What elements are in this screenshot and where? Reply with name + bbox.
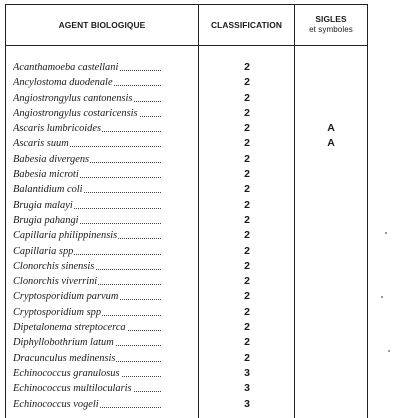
agent-name: Capillaria philippinensis (13, 230, 118, 242)
classification-cell: 2 (244, 336, 250, 349)
agent-cell (13, 336, 161, 349)
table-row (0, 244, 400, 259)
scan-speck (388, 350, 390, 352)
agent-cell (13, 214, 161, 227)
table-row (0, 121, 400, 136)
agent-name: Clonorchis viverrini (13, 276, 98, 288)
classification-cell: 2 (244, 152, 250, 165)
agent-name: Dipetalonema streptocerca (13, 322, 126, 334)
agent-name: Echinococcus multilocularis (13, 383, 132, 395)
table-row (0, 167, 400, 182)
agent-name: Echinococcus vogeli (13, 398, 99, 410)
agent-cell (13, 321, 161, 334)
agent-cell (13, 352, 161, 365)
agent-cell (13, 76, 161, 89)
classification-cell: 2 (244, 259, 250, 272)
agent-cell (13, 168, 161, 181)
classification-cell: 2 (244, 106, 250, 119)
scan-speck (385, 232, 387, 234)
classification-cell: 2 (244, 244, 250, 257)
agent-cell (13, 92, 161, 105)
table-row (0, 213, 400, 228)
header-sigles-title: SIGLES (315, 14, 347, 24)
classification-cell: 2 (244, 122, 250, 135)
classification-cell: 2 (244, 351, 250, 364)
agent-name: Brugia malayi (13, 199, 73, 211)
classification-cell: 3 (244, 366, 250, 379)
classification-cell: 2 (244, 229, 250, 242)
header-agent: AGENT BIOLOGIQUE (58, 20, 146, 30)
header-sigles-subtitle: et symboles (309, 25, 353, 34)
agent-name: Balantidium coli (13, 184, 83, 196)
classification-cell: 2 (244, 137, 250, 150)
table-row (0, 228, 400, 243)
header-sigles (295, 14, 367, 34)
table-row (0, 136, 400, 151)
table-row (0, 289, 400, 304)
classification-cell: 2 (244, 198, 250, 211)
agent-cell (13, 61, 161, 74)
agent-cell (13, 153, 161, 166)
agent-name: Babesia microti (13, 169, 79, 181)
table-row (0, 366, 400, 381)
table-row (0, 106, 400, 121)
agent-cell (13, 245, 161, 258)
scan-speck (381, 296, 383, 298)
agent-name: Clonorchis sinensis (13, 260, 95, 272)
table-row (0, 75, 400, 90)
classification-cell: 3 (244, 397, 250, 410)
classification-cell: 2 (244, 76, 250, 89)
agent-cell (13, 199, 161, 212)
sigle-cell: A (327, 122, 335, 135)
agent-name: Babesia divergens (13, 153, 90, 165)
table-body (0, 60, 400, 412)
agent-cell (13, 122, 161, 135)
table-row (0, 351, 400, 366)
classification-cell: 2 (244, 183, 250, 196)
table-row (0, 397, 400, 412)
agent-name: Acanthamoeba castellani (13, 62, 119, 73)
agent-name: Capillaria spp (13, 245, 74, 257)
agent-cell (13, 229, 161, 242)
agent-cell (13, 183, 161, 196)
classification-cell: 2 (244, 290, 250, 303)
table-row (0, 152, 400, 167)
agent-name: Angiostrongylus costaricensis (13, 107, 138, 119)
classification-cell: 2 (244, 275, 250, 288)
agent-name: Brugia pahangi (13, 214, 79, 226)
header-bottom-rule (5, 45, 368, 46)
table-row (0, 182, 400, 197)
agent-name: Cryptosporidium spp (13, 306, 102, 318)
classification-cell: 2 (244, 213, 250, 226)
header-classification: CLASSIFICATION (210, 20, 283, 30)
agent-cell (13, 306, 161, 319)
table-row (0, 274, 400, 289)
table-row (0, 198, 400, 213)
agent-name: Ancylostoma duodenale (13, 77, 113, 89)
agent-cell (13, 367, 161, 380)
table-top-rule (5, 4, 368, 5)
agent-cell (13, 290, 161, 303)
agent-cell (13, 382, 161, 395)
agent-cell (13, 275, 161, 288)
agent-name: Angiostrongylus cantonensis (13, 92, 133, 104)
table-row (0, 91, 400, 106)
agent-name: Ascaris suum (13, 138, 69, 150)
agent-name: Cryptosporidium parvum (13, 291, 119, 303)
table-row (0, 60, 400, 75)
agent-name: Dracunculus medinensis (13, 352, 116, 364)
table-row (0, 320, 400, 335)
classification-cell: 2 (244, 168, 250, 181)
agent-name: Diphyllobothrium latum (13, 337, 114, 349)
agent-name: Echinococcus granulosus (13, 367, 120, 379)
agent-name: Ascaris lumbricoides (13, 123, 102, 135)
table-row (0, 305, 400, 320)
agent-cell (13, 137, 161, 150)
classification-cell: 2 (244, 305, 250, 318)
classification-cell: 2 (244, 91, 250, 104)
classification-cell: 2 (244, 321, 250, 334)
table-row (0, 335, 400, 350)
agent-cell (13, 260, 161, 273)
agent-cell (13, 107, 161, 120)
agent-cell (13, 398, 161, 411)
table-row (0, 259, 400, 274)
table-row (0, 381, 400, 396)
sigle-cell: A (327, 137, 335, 150)
classification-cell: 2 (244, 61, 250, 73)
classification-cell: 3 (244, 382, 250, 395)
